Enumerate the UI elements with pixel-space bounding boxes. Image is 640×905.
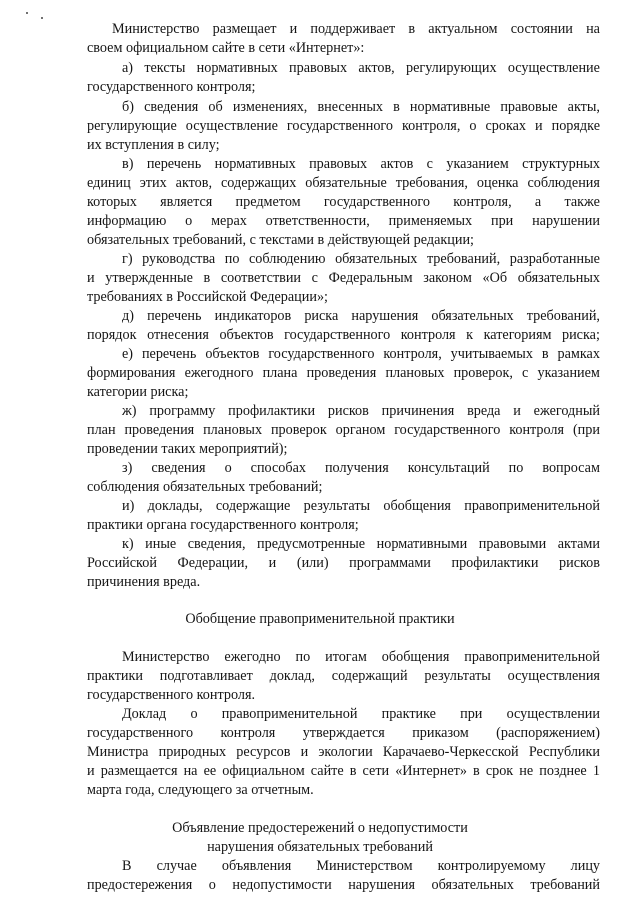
word: природных [158, 744, 227, 760]
word: в [408, 21, 416, 37]
word: рисков [327, 403, 369, 419]
word: порядке [551, 118, 600, 134]
word: размещается [100, 763, 178, 779]
line-text [122, 154, 600, 174]
word: В [122, 858, 132, 874]
line-text [122, 249, 600, 269]
word: б) [122, 99, 134, 115]
line-text [112, 19, 600, 39]
word: регулирующих [405, 60, 497, 76]
text-line [0, 135, 640, 155]
line-text [122, 344, 600, 364]
section-heading-line [0, 609, 640, 629]
word: доклады, [147, 498, 203, 514]
word: по [295, 649, 311, 665]
text-line [0, 344, 640, 364]
word: программами [349, 555, 431, 571]
word: получения [324, 460, 389, 476]
word: объявления [221, 858, 292, 874]
text-line [0, 192, 640, 212]
word: (распоряжением) [496, 725, 600, 741]
text-line [0, 780, 640, 800]
word: требований [530, 877, 600, 893]
word: проведения [124, 422, 195, 438]
word: проверок [270, 422, 327, 438]
line-text: проведении таких мероприятий); [87, 441, 288, 457]
word: акты, [567, 99, 600, 115]
word: государственного [268, 346, 375, 362]
line-text [87, 875, 600, 895]
word: о [208, 877, 216, 893]
word: внесенных [317, 99, 383, 115]
word: Доклад [122, 706, 167, 722]
word: профилактики [451, 555, 539, 571]
line-text [87, 325, 600, 345]
word: вреда [467, 403, 501, 419]
word: категориям [483, 327, 552, 343]
text-line [0, 173, 640, 193]
word: результаты [303, 498, 371, 514]
word: актов [380, 156, 414, 172]
word: сети [362, 763, 390, 779]
word: осуществление [185, 118, 278, 134]
text-line [0, 19, 640, 39]
line-text [87, 553, 600, 573]
word: информацию [87, 213, 167, 229]
word: план [87, 422, 116, 438]
word: плана [262, 365, 298, 381]
word: органом [335, 422, 386, 438]
word: практике [381, 706, 436, 722]
word: при [460, 706, 483, 722]
word: правовые [500, 99, 558, 115]
line-text [87, 742, 600, 762]
word: государственного [87, 725, 194, 741]
word: указанием [537, 365, 600, 381]
word: актуальном [428, 21, 498, 37]
word: программу [149, 403, 216, 419]
word: утверждается [302, 725, 385, 741]
text-line [0, 325, 640, 345]
heading-text: нарушения обязательных требований [207, 839, 433, 855]
line-text: причинения вреда. [87, 574, 201, 590]
word: а) [122, 60, 134, 76]
word: содержащие [215, 498, 291, 514]
word: нарушения [351, 308, 419, 324]
word: и [87, 763, 95, 779]
word: соблюдения [527, 175, 600, 191]
text-line [0, 761, 640, 781]
word: Министерство [112, 21, 200, 37]
word: объектов [205, 346, 260, 362]
line-text [87, 268, 600, 288]
text-line [0, 515, 640, 535]
word: проведения [306, 365, 377, 381]
line-text: практики органа государственного контроля; [87, 517, 359, 533]
line-text [122, 704, 600, 724]
word: правовыми [478, 536, 547, 552]
text-line [0, 268, 640, 288]
text-line [0, 211, 640, 231]
word: разработанные [509, 251, 600, 267]
word: Российской [87, 555, 157, 571]
word: контроля, [401, 118, 461, 134]
word: по [508, 460, 524, 476]
word: обязательных [431, 308, 514, 324]
word: Федерации, [177, 555, 249, 571]
text-line [0, 249, 640, 269]
word: и [535, 118, 543, 134]
line-text [122, 97, 600, 117]
word: нормативные [409, 99, 491, 115]
word: консультаций [407, 460, 490, 476]
line-text [87, 211, 600, 231]
word: сведения [151, 460, 206, 476]
word: размещает [212, 21, 277, 37]
word: контроля, [383, 346, 442, 362]
word: сведения [144, 99, 199, 115]
word: Республики [528, 744, 600, 760]
word: результаты [424, 668, 491, 684]
word: позднее [539, 763, 587, 779]
word: государственного [286, 118, 393, 134]
text-line [0, 230, 640, 250]
word: об [208, 99, 223, 115]
word: ответственности, [265, 213, 370, 229]
line-text [122, 647, 600, 667]
text-line [0, 704, 640, 724]
word: контроля [400, 327, 456, 343]
text-line [0, 685, 640, 705]
line-text: их вступления в силу; [87, 137, 220, 153]
word: нарушении [532, 213, 600, 229]
line-text: марта года, следующего за отчетным. [87, 782, 314, 798]
word: также [564, 194, 600, 210]
word: правоприменительной [221, 706, 358, 722]
word: утвержденные [105, 270, 193, 286]
section-heading-line [0, 818, 640, 838]
word: риска; [562, 327, 600, 343]
word: структурных [522, 156, 600, 172]
word: перечень [141, 346, 197, 362]
word: при [490, 213, 514, 229]
word: рамках [557, 346, 600, 362]
word: в) [122, 156, 134, 172]
word: к [466, 327, 474, 343]
word: формирования [87, 365, 176, 381]
word: и) [122, 498, 135, 514]
word: руководства [142, 251, 216, 267]
text-line [0, 401, 640, 421]
word: о [224, 460, 232, 476]
word: предметом [235, 194, 301, 210]
line-text [87, 761, 600, 781]
word: практики [87, 668, 143, 684]
text-line [0, 496, 640, 516]
word: государственного [284, 327, 391, 343]
word: контроля [220, 725, 276, 741]
word: отнесения [147, 327, 209, 343]
word: контролируемому [437, 858, 546, 874]
line-text [87, 173, 600, 193]
line-text [122, 856, 600, 876]
word: актов, [175, 175, 213, 191]
word: тексты [144, 60, 186, 76]
word: способах [250, 460, 306, 476]
word: и [289, 21, 298, 37]
text-line [0, 439, 640, 459]
line-text [122, 496, 600, 516]
word: с [426, 156, 433, 172]
word: обобщения [383, 498, 451, 514]
heading-text: Обобщение правоприменительной практики [185, 611, 455, 627]
word: недопустимости [232, 877, 332, 893]
word: применяемых [388, 213, 473, 229]
word: законом [423, 270, 472, 286]
word: 1 [592, 763, 600, 779]
word: нормативных [214, 156, 296, 172]
word: о [469, 118, 477, 134]
word: Министерство [122, 649, 210, 665]
word: д) [122, 308, 134, 324]
word: на [183, 763, 198, 779]
line-text: категории риска; [87, 384, 189, 400]
word: приказом [412, 725, 469, 741]
word: риска [304, 308, 339, 324]
line-text: соблюдения обязательных требований; [87, 479, 323, 495]
word: не [519, 763, 534, 779]
word: плановых [385, 365, 445, 381]
word: объектов [219, 327, 274, 343]
text-line [0, 363, 640, 383]
word: плановых [203, 422, 263, 438]
text-line [0, 154, 640, 174]
line-text [87, 666, 600, 686]
word: предостережения [87, 877, 193, 893]
word: в [473, 763, 480, 779]
word: состоянии [510, 21, 573, 37]
word: актов, [358, 60, 395, 76]
word: и [87, 270, 95, 286]
word: лицу [570, 858, 600, 874]
word: сроках [485, 118, 527, 134]
text-line [0, 723, 640, 743]
text-line [0, 287, 640, 307]
text-line [0, 38, 640, 58]
text-line [0, 553, 640, 573]
word: экологии [318, 744, 373, 760]
word: Федеральным [328, 270, 413, 286]
word: актами [557, 536, 600, 552]
word: мерах [211, 213, 247, 229]
word: о [185, 213, 193, 229]
word: контроля [509, 422, 565, 438]
word: и [300, 744, 309, 760]
section-heading-line [0, 837, 640, 857]
line-text: государственного контроля; [87, 79, 256, 95]
line-text [87, 192, 600, 212]
line-text [87, 420, 600, 440]
text-line [0, 666, 640, 686]
word: обязательные [305, 175, 387, 191]
word: государственного [394, 422, 501, 438]
word: правоприменительной [464, 498, 600, 514]
line-text: государственного контроля. [87, 687, 256, 703]
text-line [0, 420, 640, 440]
word: с [311, 270, 318, 286]
line-text [122, 58, 600, 78]
word: к) [122, 536, 134, 552]
word: обязательных [517, 270, 600, 286]
word: нормативных [196, 60, 278, 76]
word: сайте [310, 763, 344, 779]
word: соблюдению [249, 251, 326, 267]
text-line [0, 77, 640, 97]
word: вопросам [542, 460, 600, 476]
word: контроля, [453, 194, 512, 210]
word: «Об [482, 270, 508, 286]
word: осуществление [507, 60, 600, 76]
line-text: своем официальном сайте в сети «Интернет»: [87, 40, 365, 56]
word: сведения, [187, 536, 246, 552]
word: и [513, 403, 521, 419]
word: нормативными [376, 536, 468, 552]
word: «Интернет» [395, 763, 467, 779]
word: причинения [381, 403, 455, 419]
word: в [349, 763, 357, 779]
word: порядок [87, 327, 137, 343]
word: содержащий [331, 668, 408, 684]
word: правовых [309, 156, 368, 172]
word: соответствии [220, 270, 302, 286]
word: Министерством [316, 858, 413, 874]
word: итогам [325, 649, 367, 665]
word: нарушения [348, 877, 416, 893]
line-text [122, 401, 600, 421]
word: ежегодного [184, 365, 254, 381]
word: доклад, [269, 668, 315, 684]
text-line [0, 647, 640, 667]
line-text [87, 116, 600, 136]
text-line [0, 856, 640, 876]
word: осуществления [507, 668, 600, 684]
text-line [0, 306, 640, 326]
text-line [0, 875, 640, 895]
word: требований, [526, 308, 600, 324]
heading-text: Объявление предостережений о недопустимости [172, 820, 468, 836]
word: правовых [289, 60, 348, 76]
word: на [586, 21, 600, 37]
line-text [122, 534, 600, 554]
word: ежегодный [533, 403, 600, 419]
word: ж) [122, 403, 137, 419]
word: ресурсов [236, 744, 291, 760]
word: этих [139, 175, 167, 191]
word: срок [485, 763, 514, 779]
word: содержащих [221, 175, 297, 191]
text-line [0, 116, 640, 136]
line-text [87, 363, 600, 383]
word: единиц [87, 175, 131, 191]
word: правоприменительной [464, 649, 600, 665]
word: осуществлении [506, 706, 600, 722]
text-line [0, 572, 640, 592]
word: и [268, 555, 277, 571]
word: поддерживает [310, 21, 396, 37]
word: требования, [395, 175, 468, 191]
word: изменениях, [232, 99, 308, 115]
word: указанием [446, 156, 509, 172]
word: ежегодно [224, 649, 281, 665]
word: с [522, 365, 529, 381]
word: в [541, 346, 549, 362]
word: предусмотренные [257, 536, 366, 552]
word: о [190, 706, 198, 722]
word: перечень [147, 308, 202, 324]
text-line [0, 97, 640, 117]
word: а [534, 194, 542, 210]
word: является [160, 194, 213, 210]
word: Министра [87, 744, 149, 760]
word: в [203, 270, 211, 286]
word: регулирующие [87, 118, 177, 134]
word: з) [122, 460, 133, 476]
text-line [0, 742, 640, 762]
word: обязательных [431, 877, 514, 893]
word: г) [122, 251, 133, 267]
word: е) [122, 346, 134, 362]
word: ее [203, 763, 217, 779]
word: официальном [222, 763, 305, 779]
word: Карачаево-Черкесской [382, 744, 519, 760]
line-text: обязательных требований, с текстами в действующей редакции; [87, 232, 475, 248]
text-line [0, 58, 640, 78]
line-text [122, 306, 600, 326]
word: требований, [426, 251, 501, 267]
line-text: требованиях в Российской Федерации»; [87, 289, 328, 305]
line-text [122, 458, 600, 478]
word: (или) [296, 555, 329, 571]
word: рисков [559, 555, 600, 571]
line-text [87, 723, 600, 743]
word: по [224, 251, 240, 267]
word: которых [87, 194, 137, 210]
word: обобщения [381, 649, 450, 665]
text-line [0, 458, 640, 478]
word: подготавливает [159, 668, 253, 684]
text-line [0, 477, 640, 497]
word: проверок, [453, 365, 513, 381]
text-line [0, 534, 640, 554]
text-line [0, 382, 640, 402]
word: профилактики [228, 403, 316, 419]
word: в [393, 99, 400, 115]
word: учитываемых [450, 346, 533, 362]
word: оценка [476, 175, 519, 191]
word: случае [156, 858, 197, 874]
word: государственного [323, 194, 430, 210]
word: (при [572, 422, 600, 438]
word: иные [145, 536, 177, 552]
word: перечень [146, 156, 202, 172]
word: индикаторов [214, 308, 292, 324]
word: обязательных [335, 251, 418, 267]
scan-speck [26, 12, 28, 14]
